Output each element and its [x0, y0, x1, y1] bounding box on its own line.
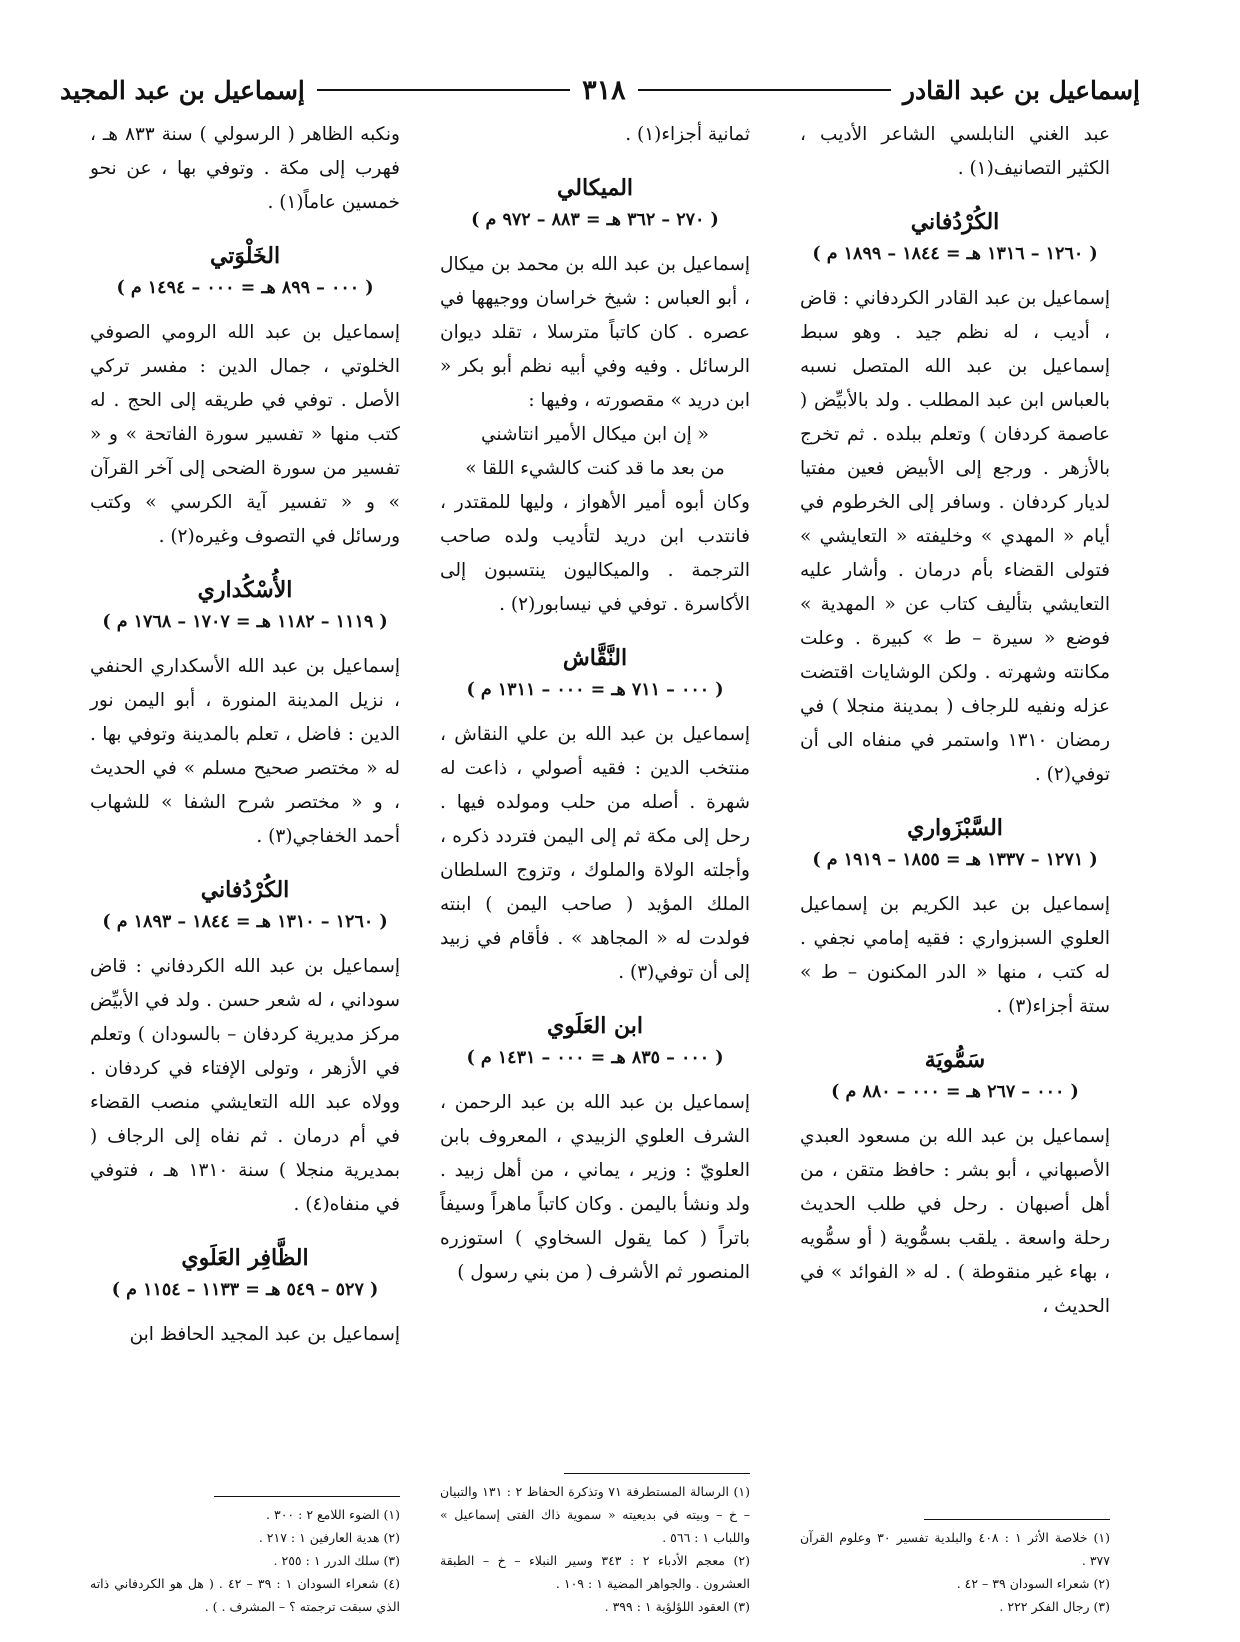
footnote: (٢) معجم الأدباء ٢ : ٣٤٣ وسير النبلاء – خ – الطبقة العشرون . والجواهر المضية ١ : ١٠٩ . — [440, 1553, 750, 1591]
footnote: (٣) سلك الدرر ١ : ٢٥٥ . — [273, 1553, 400, 1568]
entry-kordofani-1 — [800, 204, 1110, 792]
header-rule-left — [317, 89, 570, 91]
page-number: ٣١٨ — [582, 74, 626, 106]
running-header — [60, 70, 1140, 110]
entry-title: سَمُّويَة — [924, 1047, 986, 1073]
entry-ibn-alawi — [440, 1008, 750, 1290]
footnote: (١) الضوء اللامع ٢ : ٣٠٠ . — [266, 1507, 400, 1522]
entry-title: النَّقَّاش — [562, 645, 628, 671]
entry-dates: ( ٥٢٧ – ٥٤٩ هـ = ١١٣٣ – ١١٥٤ م ) — [111, 1280, 379, 1300]
entry-body: إسماعيل بن عبد الله بن مسعود العبدي الأصبهاني ، أبو بشر : حافظ متقن ، من أهل أصبهان . رحل في طلب الحديث رحلة واسعة . يلقب بسمُّوية ( أو سمُّويه ، بهاء غير منقوطة ) . له « الفوائد » في الحديث ، — [800, 1126, 1110, 1317]
entry-body: إسماعيل بن عبد القادر الكردفاني : قاض ، أديب ، له نظم جيد . وهو سبط إسماعيل بن عبد الله المتصل نسبه بالعباس ابن عبد المطلب . ولد بالأبيِّض ( عاصمة كردفان ) وتعلم ببلده . ثم تخرج بالأزهر . ورجع إلى الأبيض فعين مفتيا لديار كردفان . وسافر إلى الخرطوم في أيام « المهدي » وخليفته « التعايشي » فتولى القضاء بأم درمان . وأشار عليه التعايشي بتأليف كتاب عن « المهدية » فوضع « سيرة – ط » كبيرة . وعلت مكانته وشهرته . ولكن الوشايات اقتضت عزله ونفيه للرجاف ( بمدينة منجلا ) في رمضان ١٣١٠ واستمر في منفاه الى أن توفي(٢) . — [800, 288, 1110, 785]
column-left — [90, 118, 400, 1618]
footnotes — [440, 1473, 750, 1618]
entry-dates: ( ١٢٧١ – ١٣٣٧ هـ = ١٨٥٥ – ١٩١٩ م ) — [812, 850, 1098, 870]
footnote-rule — [214, 1496, 400, 1497]
header-right-name: إسماعيل بن عبد القادر — [902, 75, 1140, 105]
column-intro: ونكبه الظاهر ( الرسولي ) سنة ٨٣٣ هـ ، فهرب إلى مكة . وتوفي بها ، عن نحو خمسين عاماً(١) . — [90, 124, 400, 213]
header-left-name: إسماعيل بن عبد المجيد — [60, 75, 305, 105]
verse-line: من بعد ما قد كنت كالشيء اللقا » — [465, 458, 725, 479]
footnote: (٤) شعراء السودان ١ : ٣٩ – ٤٢ . ( هل هو الكردفاني ذاته الذي سبقت ترجمته ؟ – المشرف . ) . — [90, 1576, 400, 1614]
entry-sabzawari — [800, 810, 1110, 1024]
entry-title: السَّبْزَواري — [907, 815, 1003, 841]
footnote-rule — [924, 1519, 1110, 1520]
footnote: (٢) شعراء السودان ٣٩ – ٤٢ . — [956, 1576, 1110, 1591]
entry-title: ابن العَلَوي — [547, 1013, 643, 1039]
footnote: (١) الرسالة المستطرفة ٧١ وتذكرة الحفاظ ٢ : ١٣١ والتبيان – خ – وبيته في بديعيته « سموية ذاك الفتى إسماعيل » واللباب ١ : ٥٦٦ . — [440, 1484, 750, 1545]
entry-naqqash — [440, 640, 750, 990]
entry-dates: ( ١٢٦٠ – ١٣١٠ هـ = ١٨٤٤ – ١٨٩٣ م ) — [102, 912, 388, 932]
entry-title: الظَّافِر العَلَوي — [181, 1245, 309, 1271]
entry-dates: ( ٠٠٠ – ٨٩٩ هـ = ٠٠٠ – ١٤٩٤ م ) — [116, 278, 374, 298]
entry-body: إسماعيل بن عبد الكريم بن إسماعيل العلوي السبزواري : فقيه إمامي نجفي . له كتب ، منها « الدر المكنون – ط » ستة أجزاء(٣) . — [800, 894, 1110, 1017]
entry-body: إسماعيل بن عبد الله بن علي النقاش ، منتخب الدين : فقيه أصولي ، ذاعت له شهرة . أصله من حلب ومولده فيها . رحل إلى مكة ثم إلى اليمن فتردد ذكره ، وأجلته الولاة والملوك ، وتزوج السلطان الملك المؤيد ( صاحب اليمن ) ابنته فولدت له « المجاهد » . فأقام في زبيد إلى أن توفي(٣) . — [440, 724, 750, 983]
column-right — [800, 118, 1110, 1618]
entry-dates: ( ٠٠٠ – ٨٣٥ هـ = ٠٠٠ – ١٤٣١ م ) — [466, 1048, 724, 1068]
entry-zafir-alawi — [90, 1240, 400, 1352]
column-intro: ثمانية أجزاء(١) . — [625, 124, 750, 145]
entry-title: الأُسْكُداري — [197, 577, 293, 603]
footnote: (٢) هدية العارفين ١ : ٢١٧ . — [258, 1530, 400, 1545]
footnote: (٣) العقود اللؤلؤية ١ : ٣٩٩ . — [604, 1599, 750, 1614]
entry-title: الميكالي — [556, 175, 634, 201]
entry-dates: ( ٠٠٠ – ٧١١ هـ = ٠٠٠ – ١٣١١ م ) — [466, 680, 724, 700]
entry-sammuya — [800, 1042, 1110, 1324]
verse-line: « إن ابن ميكال الأمير انتاشني — [480, 424, 709, 445]
entry-kordofani-2 — [90, 872, 400, 1222]
entry-title: الكُرْدُفاني — [910, 209, 1000, 235]
entry-title: الكُرْدُفاني — [200, 877, 290, 903]
entry-dates: ( ١٢٦٠ – ١٣١٦ هـ = ١٨٤٤ – ١٨٩٩ م ) — [812, 244, 1098, 264]
footnote: (١) خلاصة الأثر ١ : ٤٠٨ والبلدية تفسير ٣٠ وعلوم القرآن ٣٧٧ . — [800, 1530, 1111, 1568]
footnote-rule — [564, 1473, 750, 1474]
entry-body: إسماعيل بن عبد الله بن محمد بن ميكال ، أبو العباس : شيخ خراسان ووجيهها في عصره . كان كاتباً مترسلا ، تقلد ديوان الرسائل . وفيه وفي أبيه نظم أبو بكر « ابن دريد » مقصورته ، وفيها : — [440, 254, 750, 411]
footnotes — [90, 1496, 400, 1618]
entry-body: إسماعيل بن عبد الله بن عبد الرحمن ، الشرف العلوي الزبيدي ، المعروف بابن العلويّ : وزير ، يماني ، من أهل زبيد . ولد ونشأ باليمن . وكان كاتباً ماهراً وسيفاً باتراً ( كما يقول السخاوي ) استوزره المنصور ثم الأشرف ( من بني رسول ) — [440, 1092, 750, 1283]
entry-dates: ( ٢٧٠ – ٣٦٢ هـ = ٨٨٣ – ٩٧٢ م ) — [471, 210, 719, 230]
entry-body-continued: وكان أبوه أمير الأهواز ، وليها للمقتدر ، فانتدب ابن دريد لتأديب ولده صاحب الترجمة . والميكاليون ينتسبون إلى الأكاسرة . توفي في نيسابور(٢) . — [440, 492, 750, 615]
entry-body: إسماعيل بن عبد الله الأسكداري الحنفي ، نزيل المدينة المنورة ، أبو اليمن نور الدين : فاضل ، تعلم بالمدينة وتوفي بها . له « مختصر صحيح مسلم » في الحديث ، و « مختصر شرح الشفا » للشهاب أحمد الخفاجي(٣) . — [90, 656, 400, 847]
column-intro: عبد الغني النابلسي الشاعر الأديب ، الكثير التصانيف(١) . — [800, 124, 1110, 179]
entry-body: إسماعيل بن عبد المجيد الحافظ ابن — [129, 1324, 400, 1345]
entry-mikali — [440, 170, 750, 622]
column-middle — [440, 118, 750, 1618]
header-rule-right — [638, 89, 891, 91]
footnote: (٣) رجال الفكر ٢٢٢ . — [999, 1599, 1110, 1614]
entry-khalwati — [90, 238, 400, 554]
entry-dates: ( ١١١٩ – ١١٨٢ هـ = ١٧٠٧ – ١٧٦٨ م ) — [102, 612, 388, 632]
entry-body: إسماعيل بن عبد الله الرومي الصوفي الخلوتي ، جمال الدين : مفسر تركي الأصل . توفي في طريقه إلى الحج . له كتب منها « تفسير سورة الفاتحة » و « تفسير من سورة الضحى إلى آخر القرآن » و « تفسير آية الكرسي » وكتب ورسائل في التصوف وغيره(٢) . — [90, 322, 400, 547]
entry-title: الخَلْوَتي — [209, 243, 281, 269]
entry-dates: ( ٠٠٠ – ٢٦٧ هـ = ٠٠٠ – ٨٨٠ م ) — [831, 1082, 1079, 1102]
footnotes — [800, 1519, 1110, 1618]
entry-body: إسماعيل بن عبد الله الكردفاني : قاض سوداني ، له شعر حسن . ولد في الأبيِّض مركز مديرية كردفان – بالسودان ) وتعلم في الأزهر ، وتولى الإفتاء في كردفان . وولاه عبد الله التعايشي منصب القضاء في أم درمان . ثم نفاه إلى الرجاف ( بمديرية منجلا ) سنة ١٣١٠ هـ ، فتوفي في منفاه(٤) . — [90, 956, 400, 1215]
entry-uskudari — [90, 572, 400, 854]
